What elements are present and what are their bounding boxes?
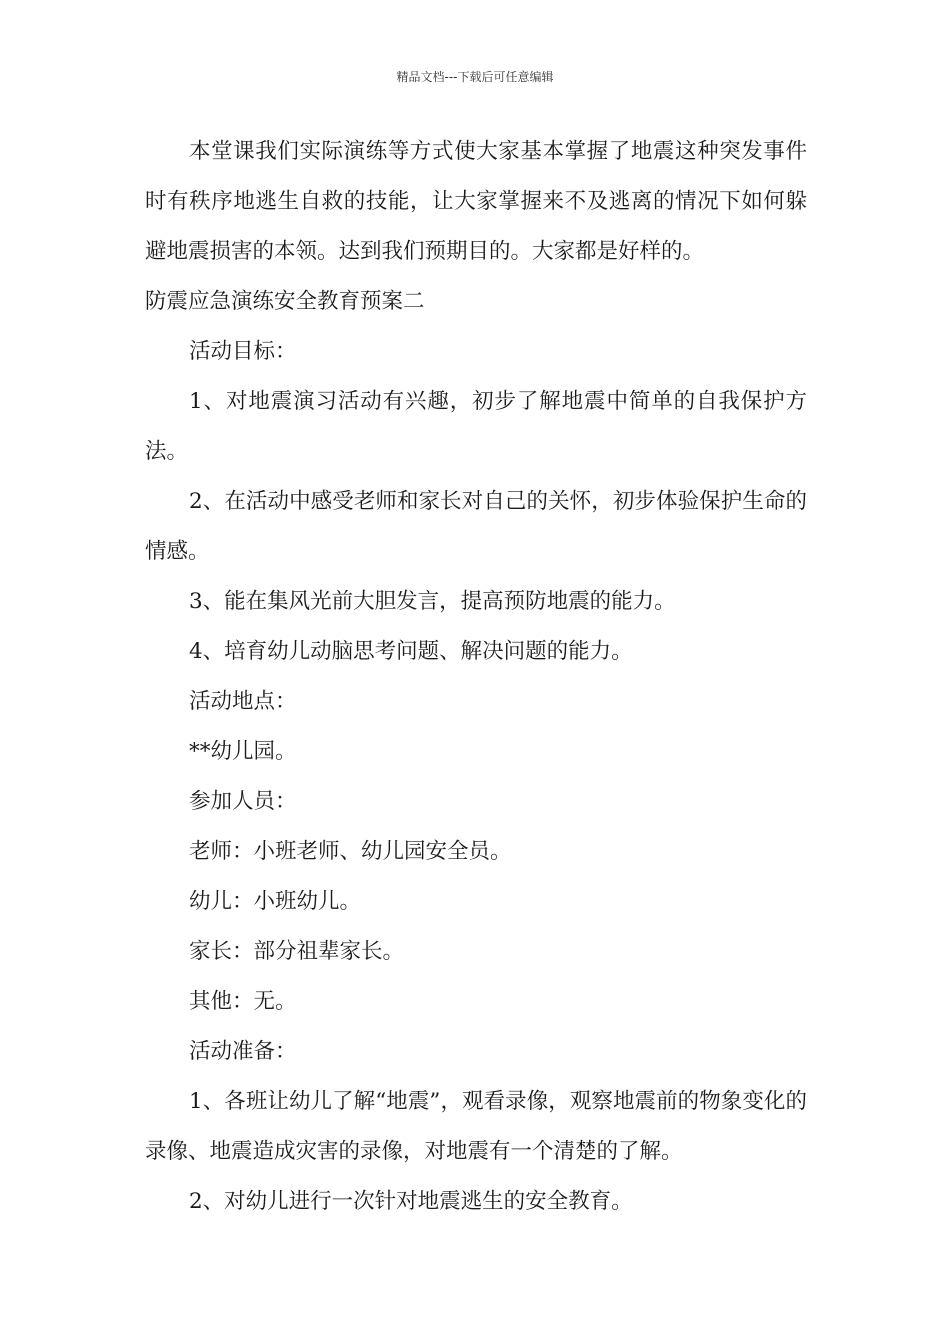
goal-item-3: 3、能在集风光前大胆发言，提高预防地震的能力。 xyxy=(189,589,676,614)
participants-parents: 家长：部分祖辈家长。 xyxy=(189,939,405,964)
participants-children: 幼儿：小班幼儿。 xyxy=(189,889,362,914)
participants-other: 其他：无。 xyxy=(189,989,297,1014)
paragraph-summary: 本堂课我们实际演练等方式使大家基本掌握了地震这种突发事件时有秩序地逃生自救的技能，让大家掌握来不及逃离的情况下如何躲避地震损害的本领。达到我们预期目的。大家都是好样的。 xyxy=(145,139,807,264)
goal-item-1: 1、对地震演习活动有兴趣，初步了解地震中简单的自我保护方法。 xyxy=(145,389,807,464)
heading-activity-goals: 活动目标： xyxy=(189,339,297,364)
heading-participants: 参加人员： xyxy=(189,789,297,814)
goal-item-4: 4、培育幼儿动脑思考问题、解决问题的能力。 xyxy=(189,639,633,664)
location-text: **幼儿园。 xyxy=(189,739,297,764)
section-title: 防震应急演练安全教育预案二 xyxy=(145,289,425,314)
preparation-item-2: 2、对幼儿进行一次针对地震逃生的安全教育。 xyxy=(189,1189,633,1214)
document-body xyxy=(145,127,807,1227)
goal-item-2: 2、在活动中感受老师和家长对自己的关怀，初步体验保护生命的情感。 xyxy=(145,489,807,564)
preparation-item-1: 1、各班让幼儿了解“地震”，观看录像，观察地震前的物象变化的录像、地震造成灾害的录像，对地震有一个清楚的了解。 xyxy=(145,1089,807,1164)
heading-activity-location: 活动地点： xyxy=(189,689,297,714)
heading-activity-preparation: 活动准备： xyxy=(189,1039,297,1064)
participants-teachers: 老师：小班老师、幼儿园安全员。 xyxy=(189,839,512,864)
page-header: 精品文档---下载后可任意编辑 xyxy=(396,70,554,84)
